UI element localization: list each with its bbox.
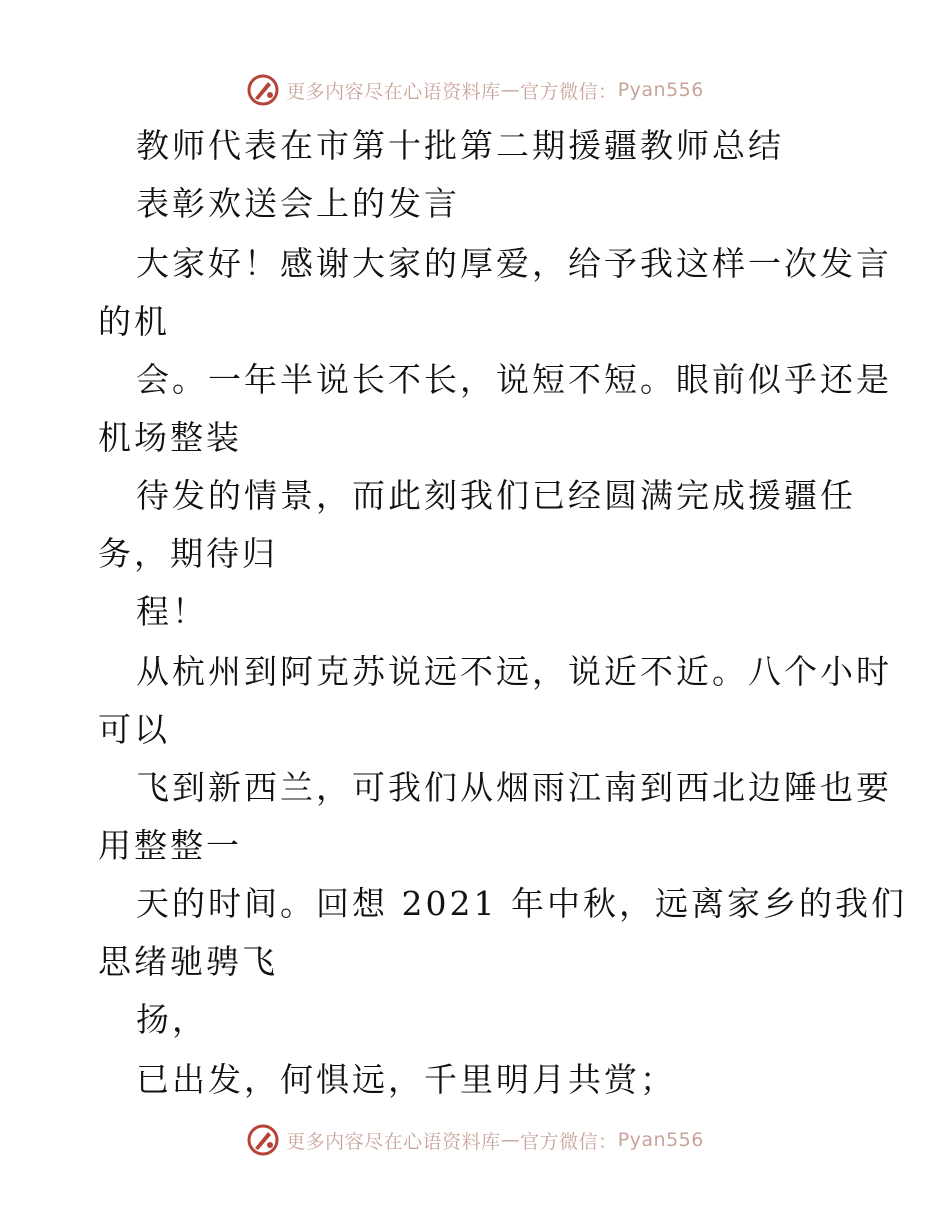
- paragraph-line: 思绪驰骋飞: [98, 942, 278, 981]
- watermark-wechat-label: 官方微信：: [520, 1130, 618, 1153]
- doc-title-line-2: 表彰欢送会上的发言: [136, 184, 460, 223]
- quill-seal-icon: [246, 73, 280, 107]
- paragraph-line: 扬，: [136, 1000, 208, 1039]
- watermark-wechat-id: Pyan556: [617, 79, 704, 101]
- doc-title-line-1: 教师代表在市第十批第二期援疆教师总结: [136, 126, 784, 165]
- watermark-wechat-id: Pyan556: [617, 1129, 704, 1151]
- paragraph-line: 程！: [136, 592, 208, 631]
- paragraph-line: 的机: [98, 302, 170, 341]
- watermark-main-text: 更多内容尽在心语资料库: [286, 1130, 501, 1153]
- watermark-footer: [0, 1120, 950, 1160]
- watermark-header: [0, 70, 950, 110]
- paragraph-line: 已出发，何惧远，千里明月共赏；: [136, 1060, 676, 1099]
- paragraph-line: 用整整一: [98, 826, 242, 865]
- watermark-separator: —: [500, 1129, 521, 1151]
- paragraph-line: 可以: [98, 710, 170, 749]
- paragraph-line: 天的时间。回想 2021 年中秋，远离家乡的我们: [136, 884, 907, 923]
- paragraph-line: 务，期待归: [98, 534, 278, 573]
- watermark-separator: —: [500, 79, 521, 101]
- watermark-main-text: 更多内容尽在心语资料库: [286, 80, 501, 103]
- quill-seal-icon: [246, 1123, 280, 1157]
- paragraph-line: 大家好！感谢大家的厚爱，给予我这样一次发言: [136, 244, 892, 283]
- paragraph-line: 机场整装: [98, 418, 242, 457]
- paragraph-line: 会。一年半说长不长，说短不短。眼前似乎还是: [136, 360, 892, 399]
- watermark-wechat-label: 官方微信：: [520, 80, 618, 103]
- paragraph-line: 待发的情景，而此刻我们已经圆满完成援疆任: [136, 476, 856, 515]
- paragraph-line: 飞到新西兰，可我们从烟雨江南到西北边陲也要: [136, 768, 892, 807]
- paragraph-line: 从杭州到阿克苏说远不远，说近不近。八个小时: [136, 652, 892, 691]
